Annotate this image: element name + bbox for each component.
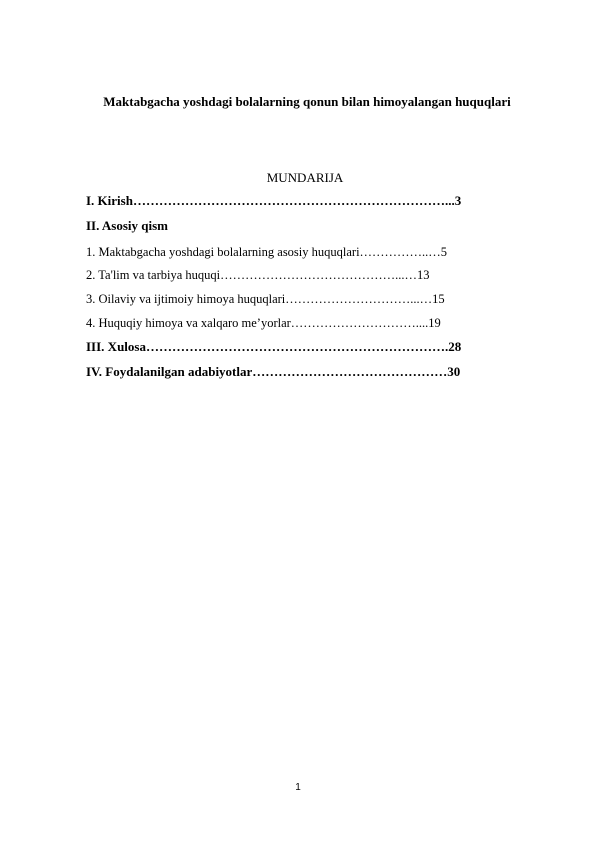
- toc-entry-section-1: 1. Maktabgacha yoshdagi bolalarning asosiy huquqlari……………..…5: [86, 245, 448, 259]
- toc-entry-introduction: I. Kirish………………………………………………………………...3: [86, 193, 462, 208]
- toc-entry-references: IV. Foydalanilgan adabiyotlar………………………………………30: [86, 364, 461, 379]
- toc-entry-section-4: 4. Huquqiy himoya va xalqaro me’yorlar…………………………....19: [86, 316, 441, 330]
- page-number: 1: [295, 782, 301, 793]
- toc-entry-main-part: II. Asosiy qism: [86, 218, 168, 233]
- document-title: Maktabgacha yoshdagi bolalarning qonun bilan himoyalangan huquqlari: [103, 94, 511, 109]
- toc-heading: MUNDARIJA: [266, 170, 344, 185]
- toc-entry-section-3: 3. Oilaviy va ijtimoiy himoya huquqlari…………………………...…15: [86, 292, 445, 306]
- toc-entry-section-2: 2. Ta'lim va tarbiya huquqi……………………………………...…13: [86, 268, 430, 282]
- toc-entry-conclusion: III. Xulosa…………………………………………………………….28: [86, 339, 462, 354]
